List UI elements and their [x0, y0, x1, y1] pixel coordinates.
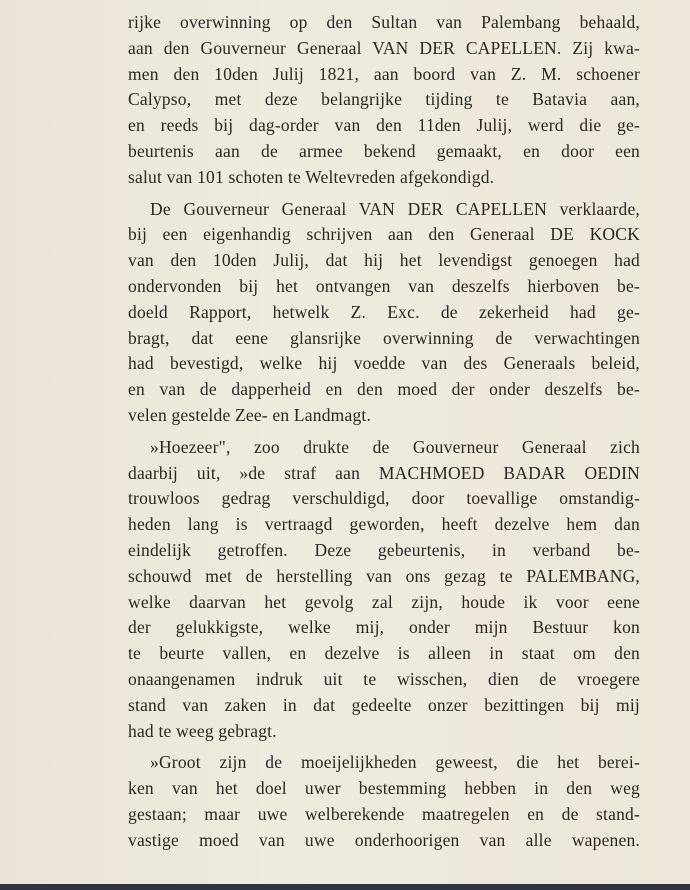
text-line: had te weeg gebragt.	[128, 720, 277, 741]
text-line: stand van zaken in dat gedeelte onzer bezittingen bij mij	[128, 694, 640, 715]
text-line: daarbij uit, »de straf aan MACHMOED BADAR OEDIN	[128, 462, 640, 483]
text-line: »Groot zijn de moeijelijkheden geweest, die het berei-	[150, 752, 640, 773]
text-line: had bevestigd, welke hij voedde van des Generaals beleid,	[128, 353, 640, 374]
paragraph-4	[128, 750, 640, 853]
text-line: heden lang is vertraagd geworden, heeft dezelve hem dan	[128, 514, 640, 535]
text-line: der gelukkigste, welke mij, onder mijn Bestuur kon	[128, 617, 640, 638]
page-text	[128, 10, 640, 854]
paragraph-1	[128, 10, 640, 191]
text-line: men den 10den Julij 1821, aan boord van Z. M. schoener	[128, 63, 640, 84]
text-line: welke daarvan het gevolg zal zijn, houde ik voor eene	[128, 591, 640, 612]
text-line: De Gouverneur Generaal VAN DER CAPELLEN verklaarde,	[150, 198, 640, 219]
text-line: velen gestelde Zee- en Landmagt.	[128, 404, 372, 425]
text-line: rijke overwinning op den Sultan van Palembang behaald,	[128, 12, 640, 32]
text-line: gestaan; maar uwe welberekende maatregelen en de stand-	[128, 803, 640, 824]
text-line: beurtenis aan de armee bekend gemaakt, en door een	[128, 140, 640, 161]
text-line: salut van 101 schoten te Weltevreden afgekondigd.	[128, 166, 495, 187]
text-line: ken van het doel uwer bestemming hebben in den weg	[128, 778, 640, 799]
text-line: en van de dapperheid en den moed der onder deszelfs be-	[128, 379, 640, 400]
paragraph-2	[128, 197, 640, 429]
text-line: schouwd met de herstelling van ons gezag te PALEMBANG,	[128, 565, 640, 586]
text-line: en reeds bij dag-order van den 11den Julij, werd die ge-	[128, 115, 640, 136]
text-line: onaangenamen indruk uit te wisschen, dien de vroegere	[128, 668, 640, 689]
text-line: »Hoezeer", zoo drukte de Gouverneur Generaal zich	[150, 436, 640, 457]
text-line: ondervonden bij het ontvangen van deszelfs hierboven be-	[128, 275, 640, 296]
text-line: vastige moed van uwe onderhoorigen van alle wapenen.	[128, 829, 640, 850]
text-line: eindelijk getroffen. Deze gebeurtenis, in verband be-	[128, 539, 640, 560]
text-line: te beurte vallen, en dezelve is alleen in staat om den	[128, 643, 640, 664]
text-line: aan den Gouverneur Generaal VAN DER CAPELLEN. Zij kwa-	[128, 37, 640, 58]
text-line: bij een eigenhandig schrijven aan den Generaal DE KOCK	[128, 224, 640, 245]
bottom-edge	[0, 884, 690, 890]
text-line: bragt, dat eene glansrijke overwinning de verwachtingen	[128, 327, 640, 348]
paragraph-3	[128, 435, 640, 745]
text-line: doeld Rapport, hetwelk Z. Exc. de zekerheid had ge-	[128, 301, 640, 322]
text-line: van den 10den Julij, dat hij het levendigst genoegen had	[128, 250, 640, 271]
text-line: Calypso, met deze belangrijke tijding te Batavia aan,	[128, 89, 640, 110]
text-line: trouwloos gedrag verschuldigd, door toevallige omstandig-	[128, 488, 640, 509]
